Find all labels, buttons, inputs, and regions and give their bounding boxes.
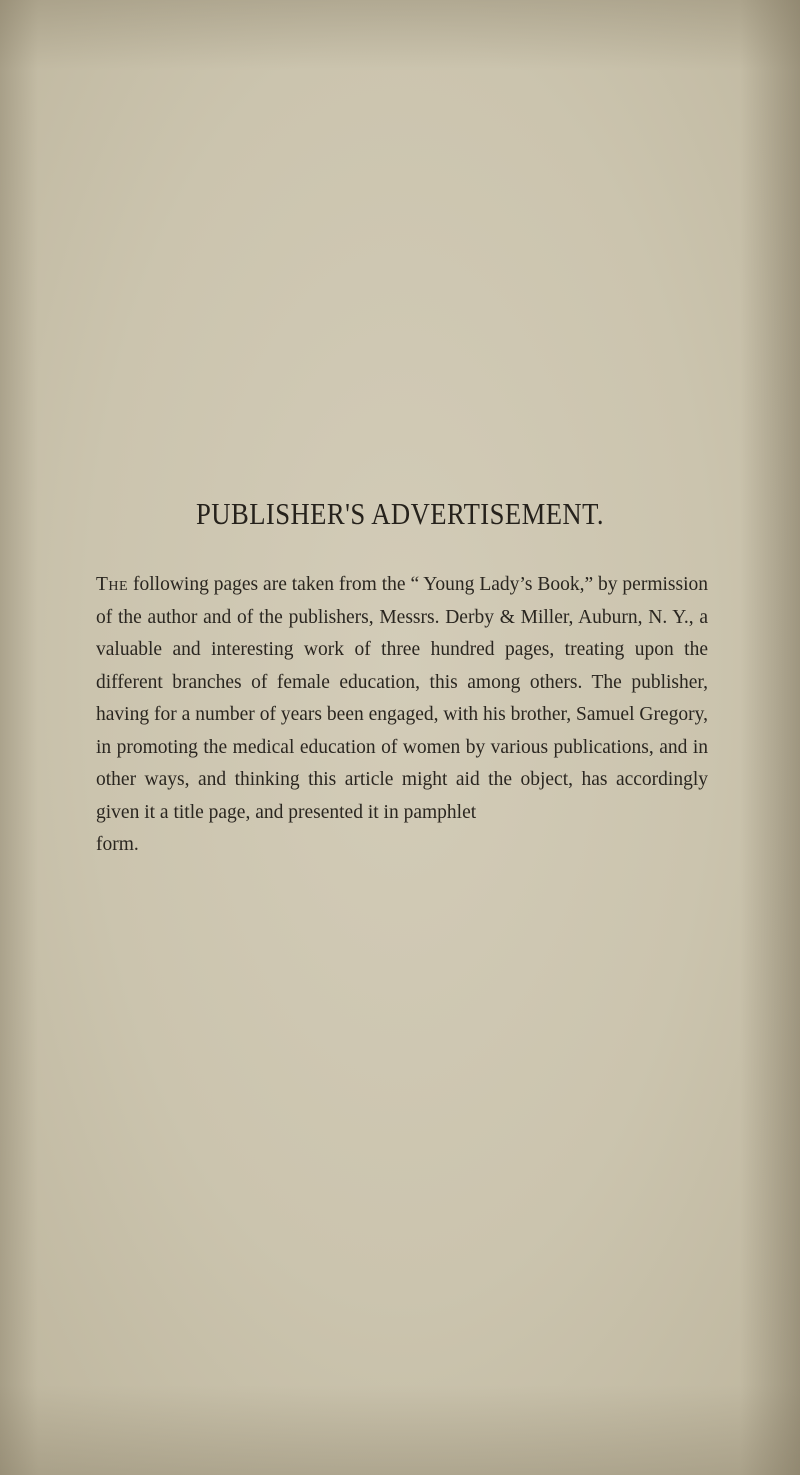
paragraph-text: following pages are taken from the “ Young Lady’s Book,” by permission of the author and of the publishers, Messrs. Derby & Miller, Auburn, N. Y., a valuable and interesting work of three hundred pages, treating upon the different branches of female education, this among others. The publisher, having for a number of years been engaged, with his brother, Samuel Gregory, in promoting the medical education of women by various publications, and in other ways, and thinking this article might aid the object, has accordingly given it a title page, and presented it in pamphlet — [96, 574, 708, 823]
page-shadow-left — [0, 0, 38, 1475]
paragraph-last-line: form. — [96, 834, 139, 855]
page-shadow-right — [740, 0, 800, 1475]
page-title: PUBLISHER'S ADVERTISEMENT. — [196, 496, 604, 531]
page-shadow-bottom — [0, 1385, 800, 1475]
advertisement-paragraph — [96, 569, 708, 862]
page-shadow-top — [0, 0, 800, 70]
lead-word: The — [96, 574, 129, 595]
